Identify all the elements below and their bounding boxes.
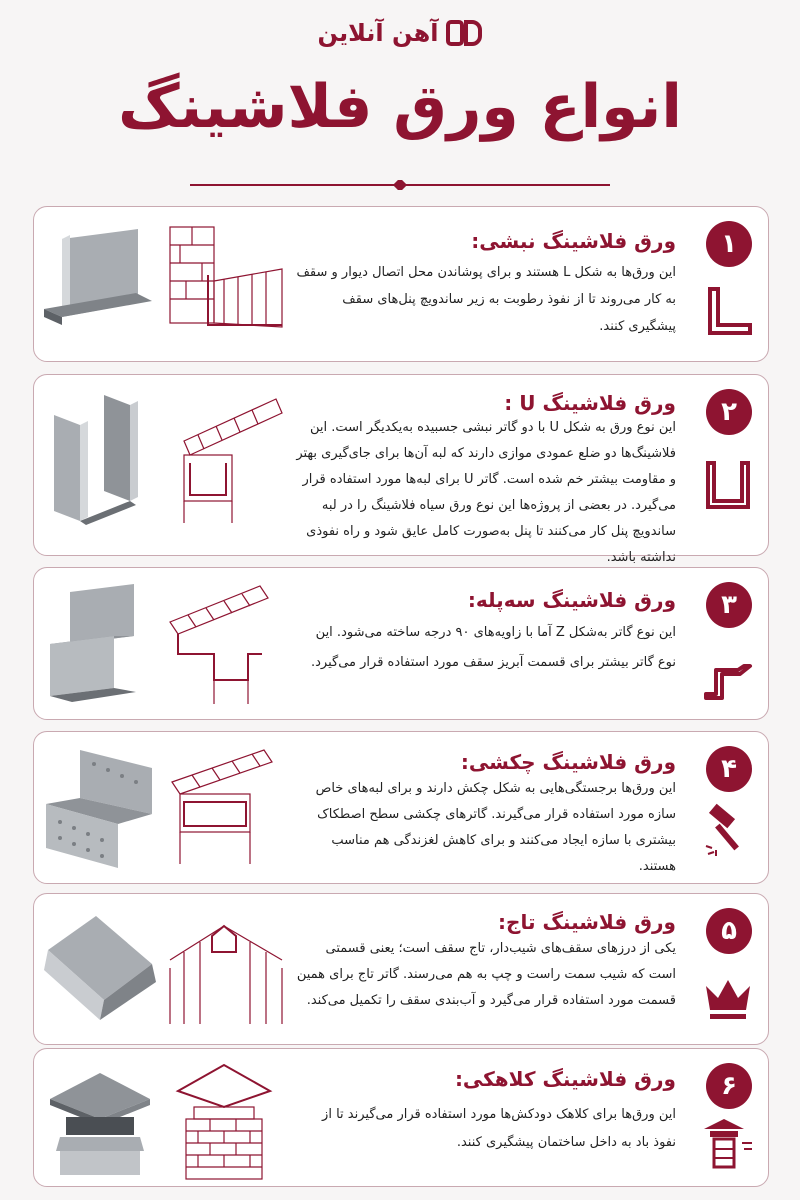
flashing-card-2 — [33, 374, 769, 565]
l-profile-icon — [700, 285, 756, 341]
card-number-badge: ۴ — [706, 746, 752, 792]
z-flashing-metal-image — [40, 580, 160, 710]
card-heading: ورق فلاشینگ U : — [504, 391, 676, 415]
card-description: یکی از درزهای سقف‌های شیب‌دار، تاج سقف است؛ یعنی قسمتی است که شیب سمت راست و چپ به هم می‌رسند. گاتر تاج برای همین قسمت مورد استفاده قرار می‌گیرد و آب‌بندی سقف را تکمیل می‌کند. — [296, 941, 676, 1008]
u-flashing-metal-image — [40, 391, 160, 531]
chimney-cap-icon — [700, 1115, 756, 1171]
card-number-badge: ۱ — [706, 221, 752, 267]
u-flashing-sketch-image — [164, 395, 286, 527]
z-profile-icon — [700, 648, 756, 704]
card-number-badge: ۳ — [706, 582, 752, 628]
card-description: این ورق‌ها به شکل L هستند و برای پوشاندن محل اتصال دیوار و سقف به کار می‌روند تا از نفوذ رطوبت به زیر ساندویچ پنل‌های سقف پیشگیری کنند. — [296, 265, 676, 334]
chimney-cap-metal-image — [40, 1061, 160, 1181]
card-number-badge: ۵ — [706, 908, 752, 954]
hammered-flashing-metal-image — [40, 744, 160, 872]
card-heading: ورق فلاشینگ چکشی: — [460, 750, 676, 774]
card-heading: ورق فلاشینگ کلاهکی: — [454, 1067, 676, 1091]
card-description: این ورق‌ها برجستگی‌هایی به شکل چکش دارند و برای لبه‌های خاص سازه مورد استفاده قرار می‌گیرند. گاترهای چکشی سطح اصطکاک بیشتری با سازه ایجاد می‌کنند و برای کاهش لغزندگی هم مناسب هستند. — [315, 781, 676, 874]
flashing-card-4 — [33, 731, 769, 884]
ridge-flashing-sketch-image — [164, 908, 286, 1032]
card-heading: ورق فلاشینگ سه‌پله: — [467, 588, 676, 612]
l-flashing-sketch-image — [164, 221, 286, 345]
hammered-flashing-sketch-image — [164, 746, 286, 870]
crown-icon — [700, 966, 756, 1022]
flashing-card-5 — [33, 893, 769, 1045]
card-description: این نوع گاتر به‌شکل Z آما با زاویه‌های ۹۰ درجه ساخته می‌شود. این نوع گاتر بیشتر برای قسمت آبریز سقف مورد استفاده قرار می‌گیرد. — [311, 625, 676, 670]
card-number-badge: ۶ — [706, 1063, 752, 1109]
chimney-cap-sketch-image — [164, 1059, 286, 1183]
card-description: این ورق‌ها برای کلاهک دودکش‌ها مورد استفاده قرار می‌گیرند تا از نفوذ باد به داخل ساختمان پیشگیری کنند. — [322, 1107, 676, 1150]
header — [0, 0, 800, 200]
card-description: این نوع ورق به شکل U با دو گاتر نبشی جسبیده به‌یکدیگر است. این فلاشینگ‌ها دو ضلع عمودی موازی دارند که لبه آن‌ها برای جای‌گیری بهتر و مقاومت بیشتر خم شده است. گاتر U برای لبه‌ها مورد استفاده قرار می‌گیرد. در بعضی از پروژه‌ها این نوع ورق سیاه فلاشینگ را در لبه ساندویچ پنل کار می‌کنند تا پنل به‌صورت کامل عایق شود و راه نفوذی نداشته باشد. — [296, 420, 676, 565]
card-heading: ورق فلاشینگ نبشی: — [471, 229, 676, 253]
brand-name: آهن آنلاین — [317, 19, 439, 47]
u-profile-icon — [700, 459, 756, 515]
flashing-card-1 — [33, 206, 769, 362]
ridge-flashing-metal-image — [40, 908, 160, 1030]
flashing-card-6 — [33, 1048, 769, 1187]
z-flashing-sketch-image — [164, 582, 286, 708]
card-number-badge: ۲ — [706, 389, 752, 435]
card-heading: ورق فلاشینگ تاج: — [498, 910, 676, 934]
flashing-card-3 — [33, 567, 769, 720]
l-flashing-metal-image — [40, 221, 160, 341]
title-divider — [190, 180, 610, 190]
page-title: انواع ورق فلاشینگ — [118, 72, 682, 142]
brand-logo — [0, 18, 800, 52]
hammer-icon — [700, 802, 756, 858]
brand-mark-icon — [446, 18, 482, 48]
